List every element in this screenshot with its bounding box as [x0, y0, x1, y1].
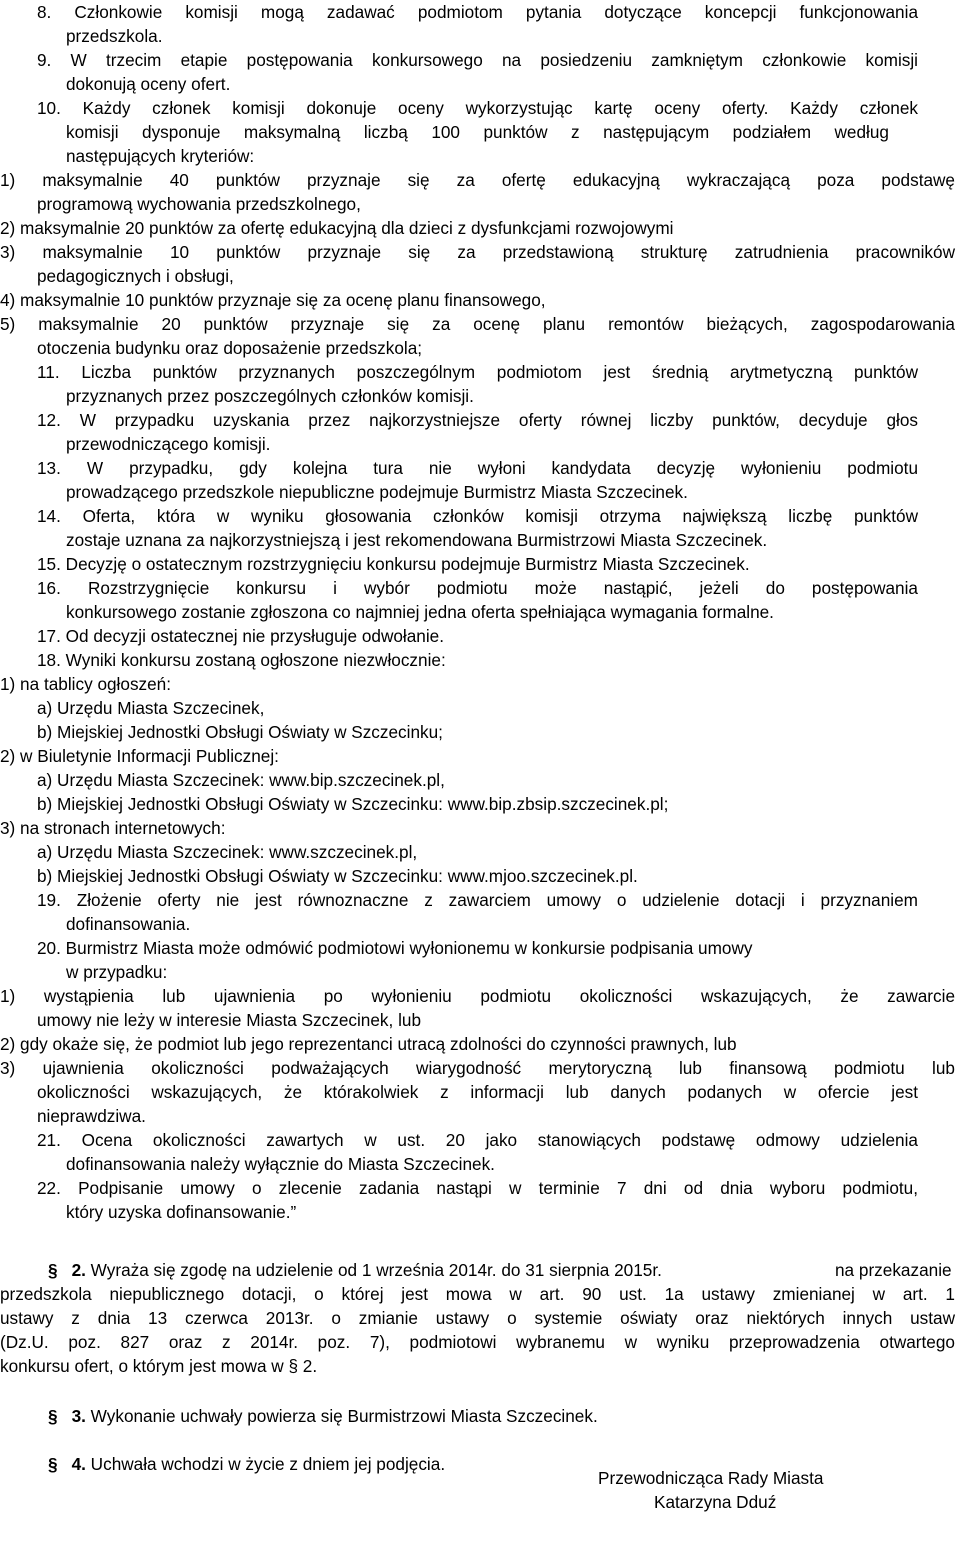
- text-line: Przewodnicząca Rady Miasta: [598, 1468, 824, 1488]
- text-line: 2) gdy okaże się, że podmiot lub jego reprezentanci utracą zdolności do czynności prawnych, lub: [0, 1034, 737, 1054]
- text-line: na przekazanie: [835, 1260, 952, 1280]
- text-line: 8. Członkowie komisji mogą zadawać podmiotom pytania dotyczące koncepcji funkcjonowania: [37, 2, 918, 22]
- section-text: Wykonanie uchwały powierza się Burmistrzowi Miasta Szczecinek.: [85, 1406, 598, 1426]
- text-line: 12. W przypadku uzyskania przez najkorzystniejsze oferty równej liczby punktów, decyduje głos: [37, 410, 918, 430]
- text-line: 2) maksymalnie 20 punktów za ofertę edukacyjną dla dzieci z dysfunkcjami rozwojowymi: [0, 218, 674, 238]
- text-line: 5) maksymalnie 20 punktów przyznaje się za ocenę planu remontów bieżących, zagospodarowania: [0, 314, 955, 334]
- text-line: 1) na tablicy ogłoszeń:: [0, 674, 172, 694]
- text-line: 3) maksymalnie 10 punktów przyznaje się za przedstawioną strukturę zatrudnienia pracowników: [0, 242, 955, 262]
- text-line: dokonują oceny ofert.: [66, 74, 231, 94]
- text-line: ustawy z dnia 13 czerwca 2013r. o zmianie ustawy o systemie oświaty oraz niektórych innych ustaw: [0, 1308, 955, 1328]
- text-line: 14. Oferta, która w wyniku głosowania członków komisji otrzyma największą liczbę punktów: [37, 506, 918, 526]
- text-line: zostaje uznana za najkorzystniejszą i jest rekomendowana Burmistrzowi Miasta Szczecinek.: [66, 530, 768, 550]
- section-sign: §: [48, 1260, 58, 1280]
- text-line: 16. Rozstrzygnięcie konkursu i wybór podmiotu może nastąpić, jeżeli do postępowania: [37, 578, 918, 598]
- text-line: 13. W przypadku, gdy kolejna tura nie wyłoni kandydata decyzję wyłonieniu podmiotu: [37, 458, 918, 478]
- text-line: 18. Wyniki konkursu zostaną ogłoszone niezwłocznie:: [37, 650, 446, 670]
- text-line: okoliczności wskazujących, że którakolwiek z informacji lub danych podanych w ofercie jest: [37, 1082, 918, 1102]
- section-paragraph: [48, 1258, 662, 1282]
- section-text: Wyraża się zgodę na udzielenie od 1 września 2014r. do 31 sierpnia 2015r.: [85, 1260, 662, 1280]
- text-line: komisji dysponuje maksymalną liczbą 100 punktów z następującym podziałem według: [66, 122, 889, 142]
- text-line: który uzyska dofinansowanie.”: [66, 1202, 297, 1222]
- text-line: umowy nie leży w interesie Miasta Szczecinek, lub: [37, 1010, 422, 1030]
- text-line: 19. Złożenie oferty nie jest równoznaczne z zawarciem umowy o udzielenie dotacji i przyznaniem: [37, 890, 918, 910]
- text-line: 11. Liczba punktów przyznanych poszczególnym podmiotom jest średnią arytmetyczną punktów: [37, 362, 918, 382]
- section-number: 2.: [71, 1260, 86, 1280]
- section-number: 4.: [71, 1454, 86, 1474]
- text-line: programową wychowania przedszkolnego,: [37, 194, 361, 214]
- text-line: 4) maksymalnie 10 punktów przyznaje się za ocenę planu finansowego,: [0, 290, 546, 310]
- text-line: otoczenia budynku oraz doposażenie przedszkola;: [37, 338, 423, 358]
- text-line: przedszkola niepublicznego dotacji, o której jest mowa w art. 90 ust. 1a ustawy zmienianej w art. 1: [0, 1284, 955, 1304]
- text-line: b) Miejskiej Jednostki Obsługi Oświaty w Szczecinku;: [37, 722, 443, 742]
- text-line: konkursowego zostanie zgłoszona co najmniej jedna oferta spełniająca wymagania formalne.: [66, 602, 774, 622]
- text-line: 21. Ocena okoliczności zawartych w ust. 20 jako stanowiących podstawę odmowy udzielenia: [37, 1130, 918, 1150]
- section-paragraph: [48, 1404, 598, 1428]
- text-line: a) Urzędu Miasta Szczecinek: www.bip.szczecinek.pl,: [37, 770, 445, 790]
- text-line: dofinansowania.: [66, 914, 191, 934]
- text-line: przyznanych przez poszczególnych członków komisji.: [66, 386, 474, 406]
- text-line: konkursu ofert, o którym jest mowa w § 2.: [0, 1356, 318, 1376]
- section-text: Uchwała wchodzi w życie z dniem jej podjęcia.: [85, 1454, 446, 1474]
- text-line: dofinansowania należy wyłącznie do Miasta Szczecinek.: [66, 1154, 495, 1174]
- text-line: 17. Od decyzji ostatecznej nie przysługuje odwołanie.: [37, 626, 445, 646]
- text-line: następujących kryteriów:: [66, 146, 255, 166]
- text-line: 1) maksymalnie 40 punktów przyznaje się za ofertę edukacyjną wykraczającą poza podstawę: [0, 170, 955, 190]
- text-line: 20. Burmistrz Miasta może odmówić podmiotowi wyłonionemu w konkursie podpisania umowy: [37, 938, 753, 958]
- text-line: pedagogicznych i obsługi,: [37, 266, 234, 286]
- text-line: prowadzącego przedszkole niepubliczne podejmuje Burmistrz Miasta Szczecinek.: [66, 482, 688, 502]
- text-line: 10. Każdy członek komisji dokonuje oceny wykorzystując kartę oceny oferty. Każdy członek: [37, 98, 918, 118]
- text-line: przedszkola.: [66, 26, 163, 46]
- text-line: b) Miejskiej Jednostki Obsługi Oświaty w Szczecinku: www.bip.zbsip.szczecinek.pl;: [37, 794, 669, 814]
- text-line: b) Miejskiej Jednostki Obsługi Oświaty w Szczecinku: www.mjoo.szczecinek.pl.: [37, 866, 638, 886]
- text-line: w przypadku:: [66, 962, 168, 982]
- section-paragraph: [48, 1452, 445, 1476]
- text-line: Katarzyna Dduź: [654, 1492, 777, 1512]
- text-line: 2) w Biuletynie Informacji Publicznej:: [0, 746, 279, 766]
- text-line: 9. W trzecim etapie postępowania konkursowego na posiedzeniu zamkniętym członkowie komisji: [37, 50, 918, 70]
- text-line: 22. Podpisanie umowy o zlecenie zadania nastąpi w terminie 7 dni od dnia wyboru podmiotu,: [37, 1178, 918, 1198]
- text-line: 1) wystąpienia lub ujawnienia po wyłonieniu podmiotu okoliczności wskazujących, że zawarcie: [0, 986, 955, 1006]
- text-line: 3) na stronach internetowych:: [0, 818, 226, 838]
- text-line: a) Urzędu Miasta Szczecinek: www.szczecinek.pl,: [37, 842, 418, 862]
- section-sign: §: [48, 1454, 58, 1474]
- section-number: 3.: [71, 1406, 86, 1426]
- text-line: a) Urzędu Miasta Szczecinek,: [37, 698, 265, 718]
- text-line: nieprawdziwa.: [37, 1106, 146, 1126]
- text-line: 15. Decyzję o ostatecznym rozstrzygnięciu konkursu podejmuje Burmistrz Miasta Szczecinek.: [37, 554, 750, 574]
- section-sign: §: [48, 1406, 58, 1426]
- text-line: przewodniczącego komisji.: [66, 434, 271, 454]
- text-line: (Dz.U. poz. 827 oraz z 2014r. poz. 7), podmiotowi wybranemu w wyniku przeprowadzenia otwartego: [0, 1332, 955, 1352]
- text-line: 3) ujawnienia okoliczności podważających wiarygodność merytoryczną lub finansową podmiotu lub: [0, 1058, 955, 1078]
